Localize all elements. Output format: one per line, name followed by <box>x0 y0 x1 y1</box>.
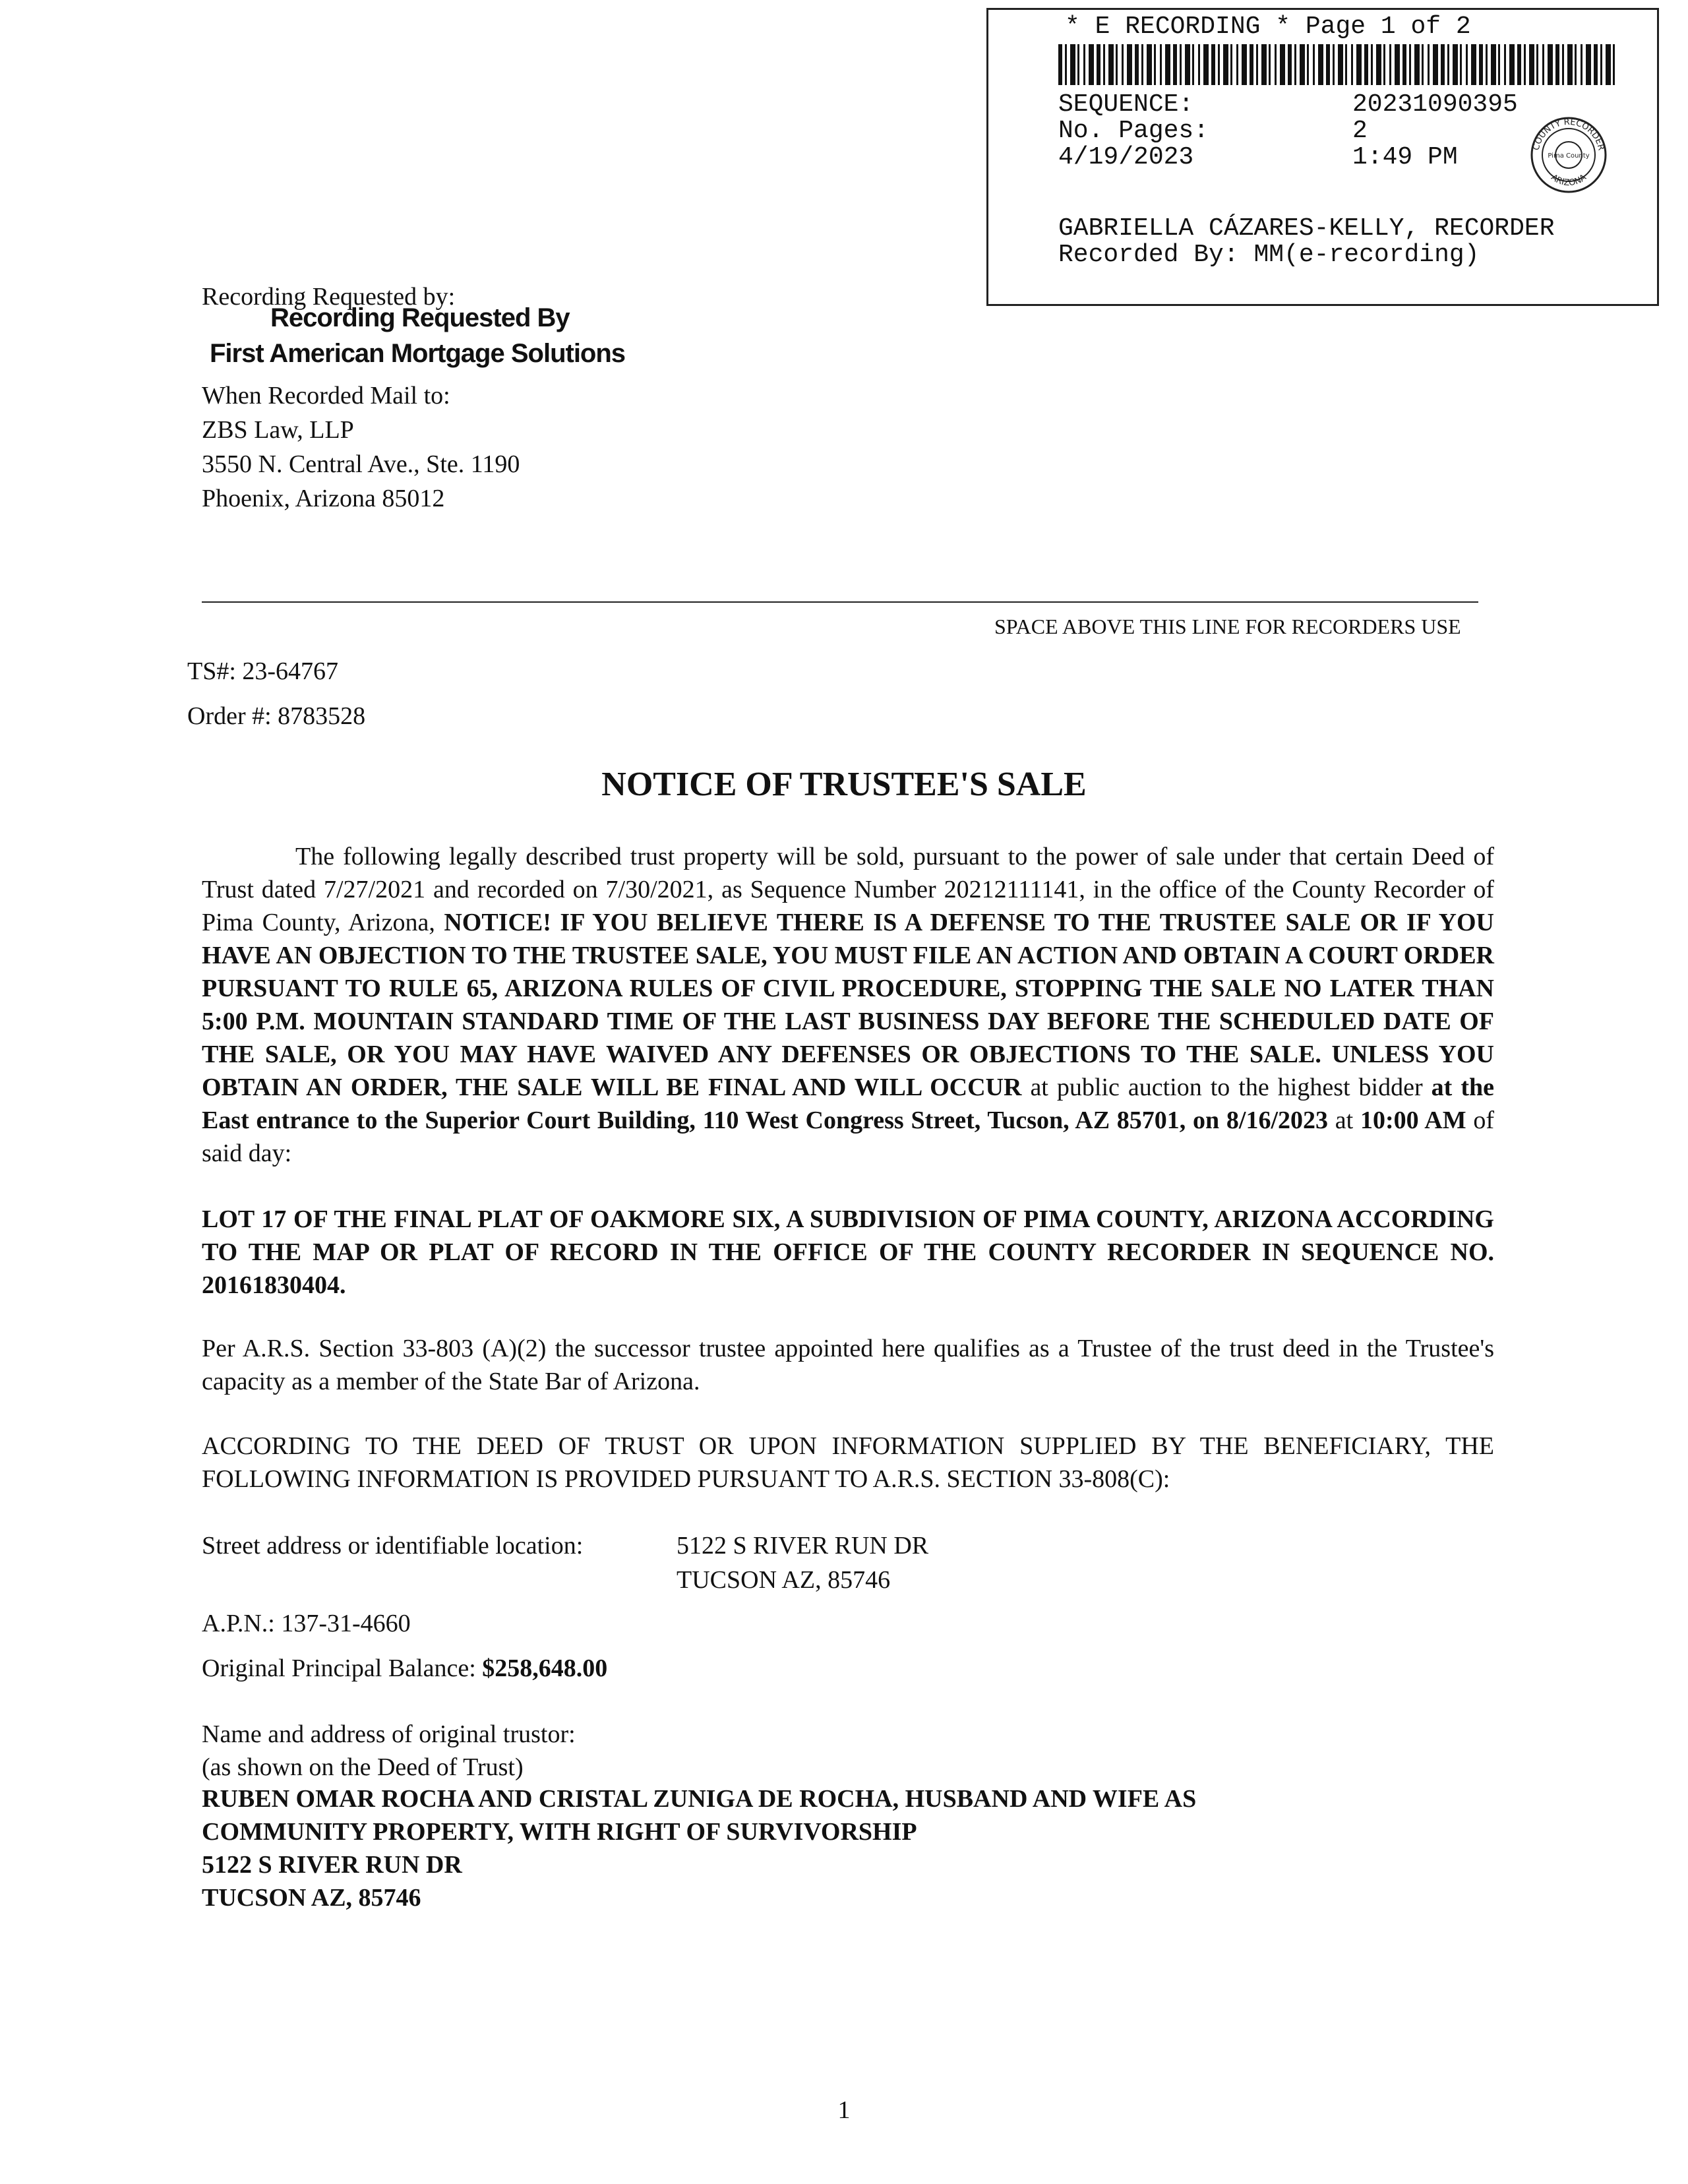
mail-to-firm: ZBS Law, LLP <box>202 416 354 444</box>
notice-location: at the East entrance to the Superior Court Building, 110 West Congress Street, Tucson, AZ 85701, on 8/16/2023 <box>202 1074 1494 1134</box>
page-number: 1 <box>837 2096 851 2124</box>
notice-time: 10:00 AM <box>1360 1107 1466 1134</box>
principal-balance <box>202 1651 607 1685</box>
ars-paragraph: Per A.R.S. Section 33-803 (A)(2) the successor trustee appointed here qualifies as a Trustee of the trust deed in the Trustee's capacity as a member of the State Bar of Arizona. <box>202 1335 1494 1395</box>
seal-center-text: Pima County <box>1548 152 1590 160</box>
county-seal-icon <box>1529 115 1608 195</box>
mail-to-city: Phoenix, Arizona 85012 <box>202 485 445 512</box>
balance-value: $258,648.00 <box>482 1654 608 1682</box>
apn: A.P.N.: 137-31-4660 <box>202 1610 411 1637</box>
stamp-date: 4/19/2023 <box>1058 143 1194 171</box>
stamp-pages-value: 2 <box>1352 117 1368 145</box>
notice-text-2: at public auction to the highest bidder <box>1021 1074 1432 1101</box>
requested-stamp-line1: Recording Requested By <box>270 303 570 332</box>
trustor-line2: COMMUNITY PROPERTY, WITH RIGHT OF SURVIVORSHIP <box>202 1818 917 1846</box>
notice-text-3: at <box>1328 1107 1360 1134</box>
trustor-label: Name and address of original trustor: <box>202 1720 576 1748</box>
notice-text-1: The following legally described trust property will be sold, pursuant to the power of sale under that certain Deed of Trust dated 7/27/2021 and recorded on 7/30/2021, as Sequence Number 20212111141, in the office of the County Recorder of Pima County, Arizona, <box>202 843 1494 936</box>
legal-description: LOT 17 OF THE FINAL PLAT OF OAKMORE SIX, A SUBDIVISION OF PIMA COUNTY, ARIZONA ACCORDING TO THE MAP OR PLAT OF RECORD IN THE OFFICE OF THE COUNTY RECORDER IN SEQUENCE NO. 20161830404. <box>202 1205 1494 1299</box>
order-number: Order #: 8783528 <box>187 702 366 730</box>
street-line2: TUCSON AZ, 85746 <box>677 1566 891 1594</box>
recording-requested-label: Recording Requested by: <box>202 283 456 311</box>
stamp-pages-label: No. Pages: <box>1058 117 1209 145</box>
street-label: Street address or identifiable location: <box>202 1532 584 1560</box>
notice-text-4: of said day: <box>202 1107 1495 1167</box>
balance-label: Original Principal Balance: <box>202 1654 483 1682</box>
trustor-line1: RUBEN OMAR ROCHA AND CRISTAL ZUNIGA DE ROCHA, HUSBAND AND WIFE AS <box>202 1785 1197 1813</box>
svg-text:COUNTY RECORDER <box>1532 117 1606 152</box>
stamp-recorder: GABRIELLA CÁZARES-KELLY, RECORDER <box>1058 214 1555 243</box>
requested-stamp-line2: First American Mortgage Solutions <box>210 339 626 368</box>
according-paragraph: ACCORDING TO THE DEED OF TRUST OR UPON INFORMATION SUPPLIED BY THE BENEFICIARY, THE FOLLOWING INFORMATION IS PROVIDED PURSUANT TO A.R.S. SECTION 33-808(C): <box>202 1432 1494 1493</box>
recorder-divider <box>202 601 1478 603</box>
stamp-header: * E RECORDING * Page 1 of 2 <box>1065 13 1471 41</box>
barcode-icon <box>1058 44 1619 85</box>
space-above-note: SPACE ABOVE THIS LINE FOR RECORDERS USE <box>994 615 1461 638</box>
stamp-recorded-by: Recorded By: MM(e-recording) <box>1058 241 1480 269</box>
seal-top-text: COUNTY RECORDER <box>1531 117 1606 152</box>
trustor-line4: TUCSON AZ, 85746 <box>202 1884 421 1912</box>
svg-text:ARIZONA <box>1549 173 1588 189</box>
recording-stamp <box>986 8 1659 306</box>
trustor-line3: 5122 S RIVER RUN DR <box>202 1851 462 1879</box>
mail-to-street: 3550 N. Central Ave., Ste. 1190 <box>202 450 520 478</box>
trustor-note: (as shown on the Deed of Trust) <box>202 1753 524 1781</box>
mail-to-label: When Recorded Mail to: <box>202 382 450 410</box>
ts-number: TS#: 23-64767 <box>187 657 339 685</box>
seal-bottom-text: ARIZONA <box>1549 172 1588 189</box>
stamp-sequence-label: SEQUENCE: <box>1058 90 1194 119</box>
sale-notice-paragraph <box>202 840 1494 1170</box>
page-title: NOTICE OF TRUSTEE'S SALE <box>601 766 1087 803</box>
stamp-time: 1:49 PM <box>1352 143 1458 171</box>
notice-warning: NOTICE! IF YOU BELIEVE THERE IS A DEFENSE TO THE TRUSTEE SALE OR IF YOU HAVE AN OBJECTION TO THE TRUSTEE SALE, YOU MUST FILE AN ACTION AND OBTAIN A COURT ORDER PURSUANT TO RULE 65, ARIZONA RULES OF CIVIL PROCEDURE, STOPPING THE SALE NO LATER THAN 5:00 P.M. MOUNTAIN STANDARD TIME OF THE LAST BUSINESS DAY BEFORE THE SCHEDULED DATE OF THE SALE, OR YOU MAY HAVE WAIVED ANY DEFENSES OR OBJECTIONS TO THE SALE. UNLESS YOU OBTAIN AN ORDER, THE SALE WILL BE FINAL AND WILL OCCUR <box>202 909 1494 1101</box>
stamp-sequence-value: 20231090395 <box>1352 90 1518 119</box>
street-line1: 5122 S RIVER RUN DR <box>677 1532 929 1560</box>
